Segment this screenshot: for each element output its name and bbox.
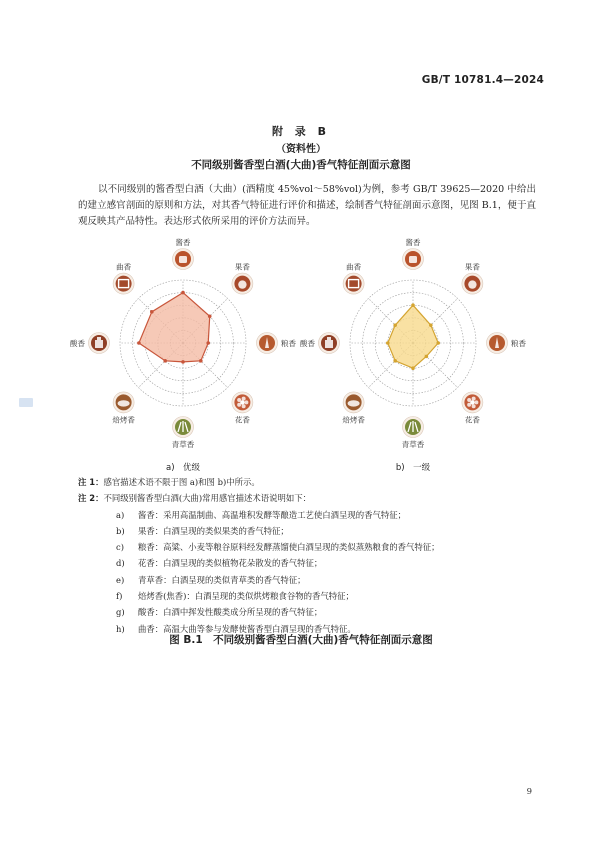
- term-key: h): [116, 623, 125, 634]
- radar-data-point: [386, 341, 390, 345]
- radar-data-point: [429, 323, 433, 327]
- qu-brick-icon: [343, 273, 364, 294]
- note-1-label: 注 1：: [78, 477, 104, 487]
- bread-icon: [113, 392, 134, 413]
- note-2-label: 注 2：: [78, 493, 104, 504]
- radar-data-point: [163, 359, 167, 363]
- term-text: 酱香：采用高温制曲、高温堆积发酵等酿造工艺使白酒呈现的香气特征；: [138, 509, 406, 520]
- vinegar-jar-icon: [319, 333, 340, 354]
- fruit-icon: [232, 273, 253, 294]
- radar-axis-label: 果香: [234, 262, 250, 272]
- term-text: 酸香：白酒中挥发性酸类成分所呈现的香气特征；: [138, 607, 323, 618]
- radar-series-area: [139, 293, 210, 362]
- term-key: d): [116, 558, 125, 569]
- term-text: 花香：白酒呈现的类似植物花朵散发的香气特征；: [138, 558, 323, 569]
- term-text: 果香：白酒呈现的类似果类的香气特征；: [138, 525, 289, 536]
- radar-axis-label: 粮香: [511, 339, 526, 348]
- chart-subtitle: a) 优级: [165, 463, 201, 473]
- grain-icon: [257, 333, 278, 354]
- intro-paragraph: 以不同级别的酱香型白酒（大曲）(酒精度 45%vol～58%vol)为例，参考 GB/T 39625—2020 中给出的建立感官剖面的原则和方法，对其香气特征进行评价和描述，绘制香气特征剖面示意图，见图 B.1，便于直观反映其产品特性。表达形式依所采用的评价方法而异。: [78, 184, 536, 227]
- fruit-icon: [462, 273, 483, 294]
- term-text: 焙烤香(焦香)：白酒呈现的类似烘烤粮食谷物的香气特征；: [138, 591, 354, 602]
- term-key: c): [116, 542, 124, 553]
- radar-axis-label: 曲香: [116, 262, 132, 272]
- sauce-jar-icon: [173, 249, 194, 270]
- radar-data-point: [206, 341, 210, 345]
- flower-icon: [232, 392, 253, 413]
- page-number: 9: [526, 787, 532, 797]
- term-item: [78, 572, 538, 588]
- radar-series-area: [388, 305, 438, 368]
- note-2-text: 不同级别酱香型白酒(大曲)常用感官描述术语说明如下：: [103, 493, 312, 504]
- annex-heading: 不同级别酱香型白酒(大曲)香气特征剖面示意图: [191, 159, 411, 171]
- radar-axis-label: 粮香: [281, 339, 296, 348]
- radar-data-point: [181, 360, 185, 364]
- radar-axis-label: 青草香: [401, 440, 425, 449]
- figure-caption: 图 B.1 不同级别酱香型白酒(大曲)香气特征剖面示意图: [169, 634, 433, 646]
- term-text: 曲香：高温大曲等参与发酵使酱香型白酒呈现的香气特征。: [138, 623, 356, 634]
- note-1-text: 感官描述术语不限于图 a)和图 b)中所示。: [103, 477, 260, 487]
- note-2: [78, 490, 538, 506]
- flower-icon: [462, 392, 483, 413]
- figure-b1-charts: [70, 228, 540, 473]
- radar-axis-label: 酱香: [405, 238, 421, 247]
- annex-title: 附 录 B: [271, 125, 331, 138]
- term-item: [78, 507, 538, 523]
- radar-data-point: [181, 291, 185, 295]
- radar-data-point: [425, 355, 429, 359]
- standard-code: GB/T 10781.4—2024: [421, 74, 544, 86]
- term-key: b): [116, 525, 125, 536]
- figure-notes: [78, 474, 538, 637]
- term-item: [78, 604, 538, 620]
- radar-data-point: [137, 341, 141, 345]
- grass-icon: [173, 417, 194, 438]
- term-list: [78, 507, 538, 637]
- radar-data-point: [150, 310, 154, 314]
- term-item: [78, 523, 538, 539]
- radar-data-point: [199, 359, 203, 363]
- term-item: [78, 588, 538, 604]
- grain-icon: [487, 333, 508, 354]
- bread-icon: [343, 392, 364, 413]
- term-key: g): [116, 607, 125, 618]
- radar-data-point: [436, 341, 440, 345]
- term-item: [78, 555, 538, 571]
- radar-axis-label: 花香: [464, 415, 480, 425]
- radar-axis-label: 酸香: [70, 339, 85, 348]
- qu-brick-icon: [113, 273, 134, 294]
- margin-marker: [19, 398, 33, 407]
- term-text: 粮香：高粱、小麦等粮谷原料经发酵蒸馏使白酒呈现的类似蒸熟粮食的香气特征；: [138, 542, 440, 553]
- chart-subtitle: b) 一级: [395, 463, 431, 473]
- grass-icon: [403, 417, 424, 438]
- radar-axis-label: 酸香: [300, 339, 315, 348]
- term-item: [78, 539, 538, 555]
- radar-axis-label: 曲香: [346, 262, 362, 272]
- radar-chart: [300, 237, 526, 473]
- radar-axis-label: 酱香: [175, 238, 191, 247]
- annex-nature: （资料性）: [276, 144, 326, 155]
- radar-data-point: [411, 303, 415, 307]
- radar-axis-label: 果香: [464, 262, 480, 272]
- vinegar-jar-icon: [89, 333, 110, 354]
- term-key: e): [116, 574, 125, 585]
- radar-data-point: [208, 314, 212, 318]
- term-key: f): [116, 591, 123, 602]
- radar-data-point: [393, 359, 397, 363]
- sauce-jar-icon: [403, 249, 424, 270]
- radar-data-point: [411, 366, 415, 370]
- term-key: a): [116, 509, 125, 520]
- term-text: 青草香：白酒呈现的类似青草类的香气特征；: [138, 574, 306, 585]
- radar-axis-label: 青草香: [171, 440, 195, 449]
- radar-axis-label: 焙烤香: [112, 415, 135, 425]
- radar-chart: [70, 237, 296, 473]
- note-1: [78, 474, 538, 490]
- radar-data-point: [393, 323, 397, 327]
- radar-axis-label: 花香: [234, 415, 250, 425]
- radar-axis-label: 焙烤香: [342, 415, 365, 425]
